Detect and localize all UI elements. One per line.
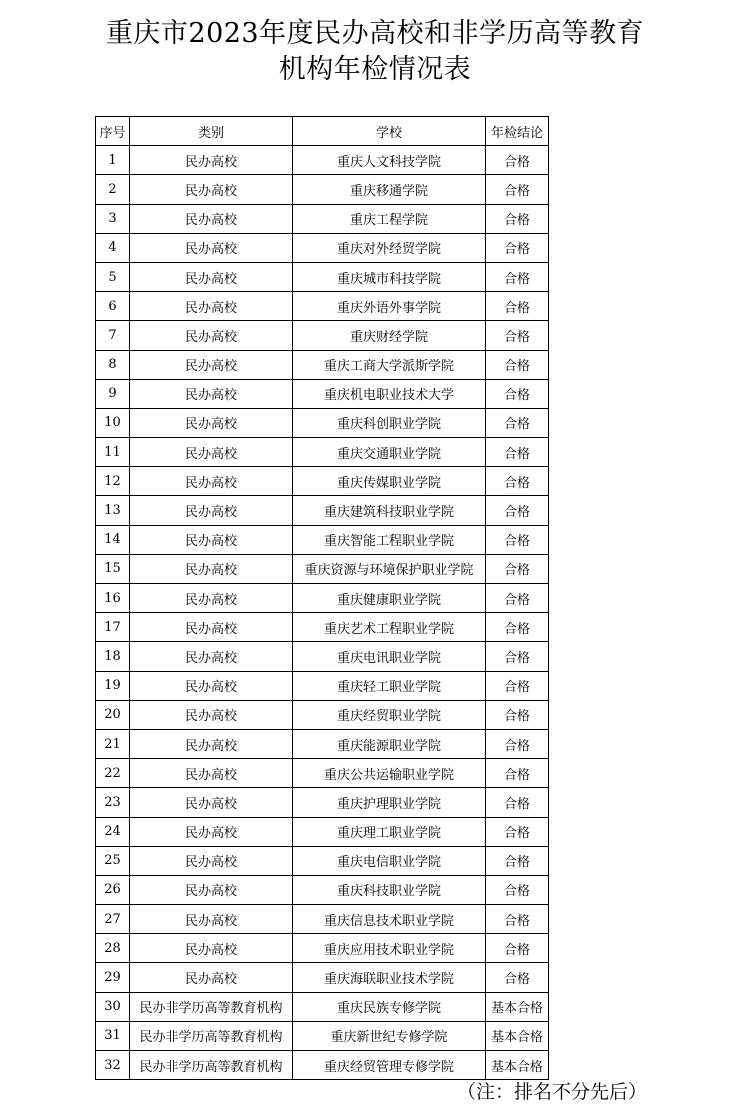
table-row [96, 875, 549, 904]
row-school: 重庆艺术工程职业学院 [293, 613, 486, 642]
table-row [96, 700, 549, 729]
row-index: 1 [96, 146, 130, 175]
row-school: 重庆工商大学派斯学院 [293, 350, 486, 379]
row-category: 民办高校 [130, 759, 293, 788]
row-category: 民办非学历高等教育机构 [130, 1021, 293, 1050]
row-category: 民办非学历高等教育机构 [130, 992, 293, 1021]
row-result: 合格 [486, 233, 549, 262]
table-row [96, 963, 549, 992]
row-index: 7 [96, 321, 130, 350]
row-index: 20 [96, 700, 130, 729]
row-index: 14 [96, 525, 130, 554]
row-index: 9 [96, 379, 130, 408]
table-row [96, 759, 549, 788]
row-school: 重庆机电职业技术大学 [293, 379, 486, 408]
row-result: 合格 [486, 321, 549, 350]
table-row [96, 613, 549, 642]
row-school: 重庆护理职业学院 [293, 788, 486, 817]
row-school: 重庆财经学院 [293, 321, 486, 350]
row-category: 民办高校 [130, 642, 293, 671]
row-index: 2 [96, 175, 130, 204]
row-result: 合格 [486, 262, 549, 291]
table-row [96, 905, 549, 934]
row-school: 重庆健康职业学院 [293, 584, 486, 613]
title-line-1: 重庆市2023年度民办高校和非学历高等教育 [105, 18, 645, 49]
row-result: 合格 [486, 642, 549, 671]
row-school: 重庆新世纪专修学院 [293, 1021, 486, 1050]
table-row [96, 467, 549, 496]
row-result: 合格 [486, 759, 549, 788]
row-category: 民办高校 [130, 146, 293, 175]
row-school: 重庆经贸管理专修学院 [293, 1051, 486, 1080]
row-category: 民办高校 [130, 875, 293, 904]
row-school: 重庆传媒职业学院 [293, 467, 486, 496]
table-row [96, 204, 549, 233]
row-category: 民办高校 [130, 496, 293, 525]
row-category: 民办高校 [130, 729, 293, 758]
table-row [96, 788, 549, 817]
table-row [96, 175, 549, 204]
title-line-2: 机构年检情况表 [278, 54, 472, 85]
row-school: 重庆工程学院 [293, 204, 486, 233]
row-school: 重庆外语外事学院 [293, 292, 486, 321]
row-school: 重庆交通职业学院 [293, 438, 486, 467]
row-result: 合格 [486, 175, 549, 204]
row-category: 民办高校 [130, 204, 293, 233]
row-school: 重庆能源职业学院 [293, 729, 486, 758]
row-result: 合格 [486, 525, 549, 554]
row-index: 12 [96, 467, 130, 496]
row-result: 合格 [486, 350, 549, 379]
row-school: 重庆城市科技学院 [293, 262, 486, 291]
row-index: 4 [96, 233, 130, 262]
table-row [96, 146, 549, 175]
row-index: 10 [96, 408, 130, 437]
row-school: 重庆人文科技学院 [293, 146, 486, 175]
row-index: 24 [96, 817, 130, 846]
row-index: 5 [96, 262, 130, 291]
row-category: 民办高校 [130, 905, 293, 934]
row-school: 重庆电信职业学院 [293, 846, 486, 875]
row-index: 27 [96, 905, 130, 934]
row-school: 重庆移通学院 [293, 175, 486, 204]
row-category: 民办高校 [130, 934, 293, 963]
header-school: 学校 [293, 117, 486, 146]
row-result: 合格 [486, 934, 549, 963]
row-result: 合格 [486, 700, 549, 729]
table-row [96, 584, 549, 613]
row-index: 23 [96, 788, 130, 817]
table-row [96, 554, 549, 583]
table-row [96, 1021, 549, 1050]
row-category: 民办高校 [130, 700, 293, 729]
row-result: 合格 [486, 729, 549, 758]
table-row [96, 992, 549, 1021]
table-row [96, 846, 549, 875]
row-school: 重庆科技职业学院 [293, 875, 486, 904]
row-school: 重庆理工职业学院 [293, 817, 486, 846]
row-school: 重庆公共运输职业学院 [293, 759, 486, 788]
row-result: 合格 [486, 905, 549, 934]
row-index: 19 [96, 671, 130, 700]
row-index: 17 [96, 613, 130, 642]
row-result: 合格 [486, 379, 549, 408]
document-title [0, 16, 750, 88]
row-category: 民办高校 [130, 525, 293, 554]
row-category: 民办高校 [130, 175, 293, 204]
row-index: 8 [96, 350, 130, 379]
row-index: 3 [96, 204, 130, 233]
row-category: 民办高校 [130, 438, 293, 467]
row-index: 16 [96, 584, 130, 613]
row-category: 民办高校 [130, 350, 293, 379]
table-row [96, 525, 549, 554]
row-result: 合格 [486, 846, 549, 875]
row-result: 合格 [486, 146, 549, 175]
row-school: 重庆应用技术职业学院 [293, 934, 486, 963]
row-result: 合格 [486, 963, 549, 992]
row-index: 32 [96, 1051, 130, 1080]
row-category: 民办高校 [130, 846, 293, 875]
row-school: 重庆电讯职业学院 [293, 642, 486, 671]
row-category: 民办高校 [130, 321, 293, 350]
inspection-table [95, 116, 549, 1080]
row-school: 重庆对外经贸学院 [293, 233, 486, 262]
row-category: 民办高校 [130, 379, 293, 408]
row-result: 合格 [486, 204, 549, 233]
row-category: 民办高校 [130, 292, 293, 321]
header-category: 类别 [130, 117, 293, 146]
row-result: 基本合格 [486, 1051, 549, 1080]
row-result: 合格 [486, 875, 549, 904]
row-school: 重庆经贸职业学院 [293, 700, 486, 729]
row-school: 重庆民族专修学院 [293, 992, 486, 1021]
row-index: 29 [96, 963, 130, 992]
table-row [96, 496, 549, 525]
row-category: 民办高校 [130, 408, 293, 437]
row-index: 18 [96, 642, 130, 671]
row-school: 重庆资源与环境保护职业学院 [293, 554, 486, 583]
row-result: 合格 [486, 584, 549, 613]
table-row [96, 642, 549, 671]
table-row [96, 671, 549, 700]
row-result: 合格 [486, 408, 549, 437]
row-index: 31 [96, 1021, 130, 1050]
row-result: 合格 [486, 788, 549, 817]
row-result: 合格 [486, 467, 549, 496]
header-result: 年检结论 [486, 117, 549, 146]
row-result: 合格 [486, 671, 549, 700]
row-index: 30 [96, 992, 130, 1021]
row-index: 21 [96, 729, 130, 758]
row-school: 重庆智能工程职业学院 [293, 525, 486, 554]
table-row [96, 408, 549, 437]
row-school: 重庆建筑科技职业学院 [293, 496, 486, 525]
row-category: 民办高校 [130, 584, 293, 613]
row-index: 11 [96, 438, 130, 467]
row-index: 26 [96, 875, 130, 904]
row-result: 合格 [486, 292, 549, 321]
row-category: 民办非学历高等教育机构 [130, 1051, 293, 1080]
table-header-row [96, 117, 549, 146]
row-result: 合格 [486, 438, 549, 467]
table-row [96, 379, 549, 408]
table-row [96, 350, 549, 379]
row-result: 合格 [486, 817, 549, 846]
table-row [96, 934, 549, 963]
table-row [96, 321, 549, 350]
row-category: 民办高校 [130, 963, 293, 992]
table-row [96, 438, 549, 467]
table-row [96, 817, 549, 846]
row-category: 民办高校 [130, 262, 293, 291]
row-index: 15 [96, 554, 130, 583]
table-row [96, 233, 549, 262]
row-index: 6 [96, 292, 130, 321]
table-body [96, 146, 549, 1080]
row-result: 基本合格 [486, 1021, 549, 1050]
row-school: 重庆海联职业技术学院 [293, 963, 486, 992]
header-index: 序号 [96, 117, 130, 146]
row-index: 13 [96, 496, 130, 525]
table-row [96, 1051, 549, 1080]
row-category: 民办高校 [130, 613, 293, 642]
row-category: 民办高校 [130, 817, 293, 846]
row-category: 民办高校 [130, 788, 293, 817]
row-result: 基本合格 [486, 992, 549, 1021]
table-row [96, 292, 549, 321]
row-result: 合格 [486, 613, 549, 642]
row-category: 民办高校 [130, 671, 293, 700]
row-index: 28 [96, 934, 130, 963]
row-school: 重庆科创职业学院 [293, 408, 486, 437]
table-row [96, 262, 549, 291]
row-result: 合格 [486, 554, 549, 583]
footnote: （注：排名不分先后） [456, 1081, 647, 1103]
row-school: 重庆轻工职业学院 [293, 671, 486, 700]
row-result: 合格 [486, 496, 549, 525]
row-index: 22 [96, 759, 130, 788]
row-category: 民办高校 [130, 554, 293, 583]
row-school: 重庆信息技术职业学院 [293, 905, 486, 934]
row-index: 25 [96, 846, 130, 875]
row-category: 民办高校 [130, 467, 293, 496]
table-row [96, 729, 549, 758]
row-category: 民办高校 [130, 233, 293, 262]
